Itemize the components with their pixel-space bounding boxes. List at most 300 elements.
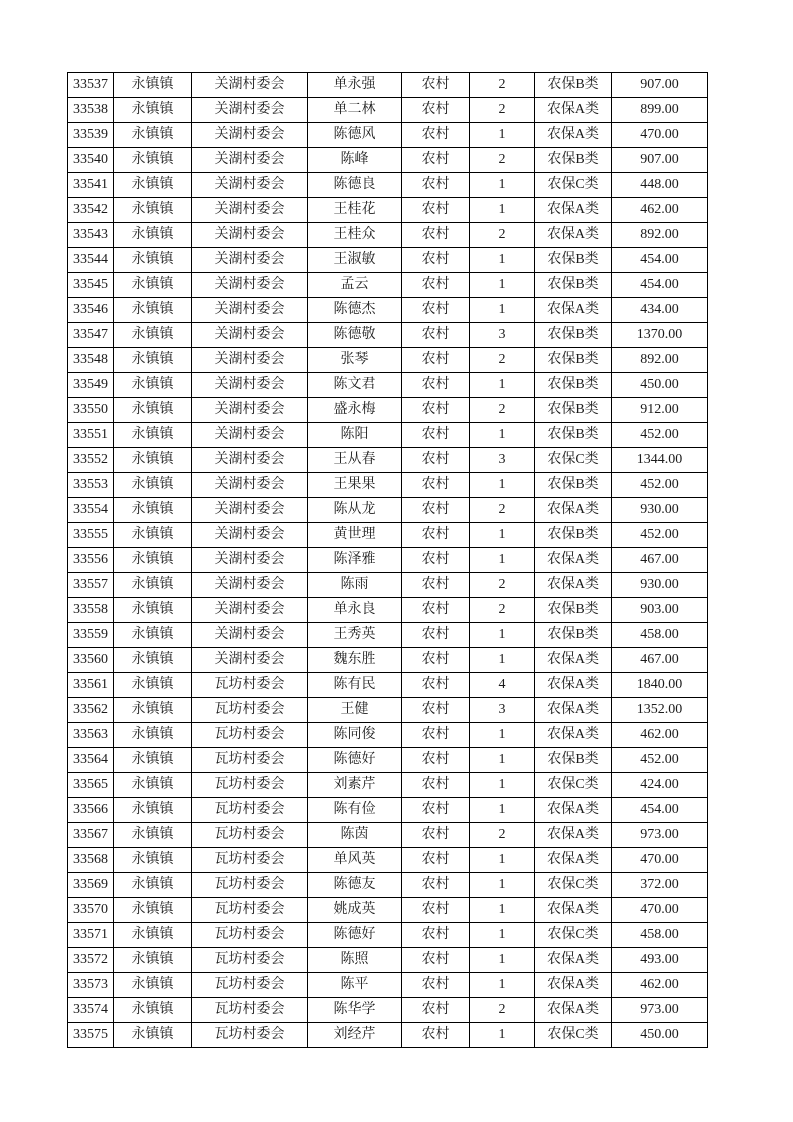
cell-id: 33570 bbox=[68, 898, 114, 923]
cell-town: 永镇镇 bbox=[114, 548, 192, 573]
cell-residence-type: 农村 bbox=[402, 898, 470, 923]
cell-residence-type: 农村 bbox=[402, 773, 470, 798]
cell-name: 王桂众 bbox=[308, 223, 402, 248]
cell-amount: 450.00 bbox=[612, 373, 708, 398]
cell-village: 瓦坊村委会 bbox=[192, 673, 308, 698]
table-row bbox=[68, 998, 708, 1023]
cell-insurance-category: 农保C类 bbox=[535, 448, 612, 473]
cell-name: 陈德杰 bbox=[308, 298, 402, 323]
cell-name: 陈照 bbox=[308, 948, 402, 973]
cell-town: 永镇镇 bbox=[114, 473, 192, 498]
cell-id: 33573 bbox=[68, 973, 114, 998]
cell-insurance-category: 农保B类 bbox=[535, 273, 612, 298]
table-row bbox=[68, 973, 708, 998]
cell-town: 永镇镇 bbox=[114, 198, 192, 223]
cell-insurance-category: 农保B类 bbox=[535, 398, 612, 423]
cell-town: 永镇镇 bbox=[114, 673, 192, 698]
cell-village: 关湖村委会 bbox=[192, 323, 308, 348]
cell-residence-type: 农村 bbox=[402, 948, 470, 973]
table-row bbox=[68, 623, 708, 648]
cell-village: 瓦坊村委会 bbox=[192, 773, 308, 798]
cell-residence-type: 农村 bbox=[402, 848, 470, 873]
cell-town: 永镇镇 bbox=[114, 273, 192, 298]
cell-person-count: 1 bbox=[470, 648, 535, 673]
cell-amount: 470.00 bbox=[612, 123, 708, 148]
cell-person-count: 1 bbox=[470, 423, 535, 448]
cell-village: 关湖村委会 bbox=[192, 248, 308, 273]
cell-insurance-category: 农保A类 bbox=[535, 798, 612, 823]
cell-village: 关湖村委会 bbox=[192, 173, 308, 198]
cell-insurance-category: 农保A类 bbox=[535, 948, 612, 973]
cell-person-count: 2 bbox=[470, 573, 535, 598]
cell-town: 永镇镇 bbox=[114, 323, 192, 348]
cell-amount: 424.00 bbox=[612, 773, 708, 798]
cell-village: 关湖村委会 bbox=[192, 373, 308, 398]
cell-amount: 892.00 bbox=[612, 223, 708, 248]
cell-person-count: 1 bbox=[470, 248, 535, 273]
cell-id: 33557 bbox=[68, 573, 114, 598]
cell-village: 瓦坊村委会 bbox=[192, 998, 308, 1023]
cell-name: 陈德良 bbox=[308, 173, 402, 198]
cell-residence-type: 农村 bbox=[402, 1023, 470, 1048]
cell-residence-type: 农村 bbox=[402, 748, 470, 773]
table-row bbox=[68, 298, 708, 323]
cell-person-count: 1 bbox=[470, 973, 535, 998]
cell-id: 33554 bbox=[68, 498, 114, 523]
cell-id: 33562 bbox=[68, 698, 114, 723]
cell-id: 33558 bbox=[68, 598, 114, 623]
cell-id: 33550 bbox=[68, 398, 114, 423]
cell-id: 33541 bbox=[68, 173, 114, 198]
cell-town: 永镇镇 bbox=[114, 998, 192, 1023]
cell-insurance-category: 农保A类 bbox=[535, 973, 612, 998]
cell-amount: 450.00 bbox=[612, 1023, 708, 1048]
cell-person-count: 1 bbox=[470, 948, 535, 973]
cell-residence-type: 农村 bbox=[402, 498, 470, 523]
table-row bbox=[68, 773, 708, 798]
cell-name: 陈德好 bbox=[308, 923, 402, 948]
cell-id: 33564 bbox=[68, 748, 114, 773]
cell-village: 瓦坊村委会 bbox=[192, 948, 308, 973]
cell-amount: 907.00 bbox=[612, 148, 708, 173]
table-row bbox=[68, 798, 708, 823]
cell-village: 关湖村委会 bbox=[192, 523, 308, 548]
cell-residence-type: 农村 bbox=[402, 248, 470, 273]
cell-residence-type: 农村 bbox=[402, 973, 470, 998]
table-row bbox=[68, 548, 708, 573]
cell-residence-type: 农村 bbox=[402, 148, 470, 173]
cell-name: 盛永梅 bbox=[308, 398, 402, 423]
cell-village: 关湖村委会 bbox=[192, 223, 308, 248]
table-body bbox=[68, 73, 708, 1048]
table-row bbox=[68, 673, 708, 698]
cell-person-count: 1 bbox=[470, 873, 535, 898]
cell-village: 关湖村委会 bbox=[192, 473, 308, 498]
cell-residence-type: 农村 bbox=[402, 373, 470, 398]
cell-person-count: 1 bbox=[470, 923, 535, 948]
cell-person-count: 1 bbox=[470, 373, 535, 398]
cell-amount: 1344.00 bbox=[612, 448, 708, 473]
table-row bbox=[68, 98, 708, 123]
cell-residence-type: 农村 bbox=[402, 398, 470, 423]
cell-insurance-category: 农保A类 bbox=[535, 898, 612, 923]
cell-village: 关湖村委会 bbox=[192, 598, 308, 623]
cell-town: 永镇镇 bbox=[114, 773, 192, 798]
cell-name: 王从春 bbox=[308, 448, 402, 473]
cell-person-count: 1 bbox=[470, 123, 535, 148]
cell-person-count: 3 bbox=[470, 698, 535, 723]
cell-residence-type: 农村 bbox=[402, 73, 470, 98]
cell-id: 33556 bbox=[68, 548, 114, 573]
cell-name: 陈德敬 bbox=[308, 323, 402, 348]
cell-person-count: 2 bbox=[470, 98, 535, 123]
cell-name: 王桂花 bbox=[308, 198, 402, 223]
cell-id: 33567 bbox=[68, 823, 114, 848]
cell-residence-type: 农村 bbox=[402, 873, 470, 898]
cell-name: 单永强 bbox=[308, 73, 402, 98]
cell-id: 33540 bbox=[68, 148, 114, 173]
cell-person-count: 1 bbox=[470, 273, 535, 298]
cell-name: 陈泽雅 bbox=[308, 548, 402, 573]
cell-id: 33542 bbox=[68, 198, 114, 223]
cell-id: 33537 bbox=[68, 73, 114, 98]
cell-insurance-category: 农保A类 bbox=[535, 298, 612, 323]
cell-insurance-category: 农保B类 bbox=[535, 473, 612, 498]
cell-id: 33563 bbox=[68, 723, 114, 748]
cell-village: 关湖村委会 bbox=[192, 623, 308, 648]
cell-village: 瓦坊村委会 bbox=[192, 1023, 308, 1048]
cell-village: 关湖村委会 bbox=[192, 648, 308, 673]
cell-town: 永镇镇 bbox=[114, 173, 192, 198]
table-row bbox=[68, 1023, 708, 1048]
cell-village: 瓦坊村委会 bbox=[192, 698, 308, 723]
cell-insurance-category: 农保A类 bbox=[535, 648, 612, 673]
cell-insurance-category: 农保A类 bbox=[535, 673, 612, 698]
cell-name: 王淑敏 bbox=[308, 248, 402, 273]
table-row bbox=[68, 598, 708, 623]
cell-insurance-category: 农保B类 bbox=[535, 323, 612, 348]
cell-id: 33566 bbox=[68, 798, 114, 823]
cell-name: 张琴 bbox=[308, 348, 402, 373]
table-row bbox=[68, 498, 708, 523]
cell-residence-type: 农村 bbox=[402, 323, 470, 348]
cell-person-count: 2 bbox=[470, 398, 535, 423]
cell-id: 33553 bbox=[68, 473, 114, 498]
cell-village: 关湖村委会 bbox=[192, 548, 308, 573]
cell-residence-type: 农村 bbox=[402, 448, 470, 473]
cell-village: 瓦坊村委会 bbox=[192, 898, 308, 923]
cell-town: 永镇镇 bbox=[114, 948, 192, 973]
cell-name: 单二林 bbox=[308, 98, 402, 123]
cell-village: 关湖村委会 bbox=[192, 298, 308, 323]
cell-town: 永镇镇 bbox=[114, 523, 192, 548]
cell-village: 关湖村委会 bbox=[192, 573, 308, 598]
cell-insurance-category: 农保B类 bbox=[535, 373, 612, 398]
cell-person-count: 1 bbox=[470, 523, 535, 548]
table-row bbox=[68, 398, 708, 423]
cell-residence-type: 农村 bbox=[402, 123, 470, 148]
cell-id: 33565 bbox=[68, 773, 114, 798]
cell-id: 33545 bbox=[68, 273, 114, 298]
table-row bbox=[68, 148, 708, 173]
cell-insurance-category: 农保B类 bbox=[535, 748, 612, 773]
cell-insurance-category: 农保A类 bbox=[535, 573, 612, 598]
cell-village: 关湖村委会 bbox=[192, 273, 308, 298]
table-row bbox=[68, 648, 708, 673]
cell-amount: 454.00 bbox=[612, 273, 708, 298]
cell-amount: 462.00 bbox=[612, 723, 708, 748]
cell-residence-type: 农村 bbox=[402, 598, 470, 623]
cell-insurance-category: 农保C类 bbox=[535, 923, 612, 948]
cell-person-count: 2 bbox=[470, 823, 535, 848]
cell-id: 33555 bbox=[68, 523, 114, 548]
cell-town: 永镇镇 bbox=[114, 873, 192, 898]
cell-town: 永镇镇 bbox=[114, 598, 192, 623]
cell-insurance-category: 农保C类 bbox=[535, 873, 612, 898]
cell-residence-type: 农村 bbox=[402, 998, 470, 1023]
cell-name: 陈华学 bbox=[308, 998, 402, 1023]
cell-id: 33547 bbox=[68, 323, 114, 348]
cell-person-count: 2 bbox=[470, 998, 535, 1023]
cell-town: 永镇镇 bbox=[114, 248, 192, 273]
cell-person-count: 1 bbox=[470, 548, 535, 573]
table-row bbox=[68, 923, 708, 948]
cell-name: 黄世理 bbox=[308, 523, 402, 548]
cell-town: 永镇镇 bbox=[114, 123, 192, 148]
cell-amount: 458.00 bbox=[612, 623, 708, 648]
cell-person-count: 1 bbox=[470, 723, 535, 748]
cell-residence-type: 农村 bbox=[402, 223, 470, 248]
cell-town: 永镇镇 bbox=[114, 748, 192, 773]
cell-name: 姚成英 bbox=[308, 898, 402, 923]
table-row bbox=[68, 723, 708, 748]
cell-insurance-category: 农保A类 bbox=[535, 498, 612, 523]
cell-name: 陈德友 bbox=[308, 873, 402, 898]
cell-name: 王健 bbox=[308, 698, 402, 723]
cell-person-count: 1 bbox=[470, 473, 535, 498]
cell-town: 永镇镇 bbox=[114, 973, 192, 998]
cell-id: 33574 bbox=[68, 998, 114, 1023]
cell-amount: 434.00 bbox=[612, 298, 708, 323]
cell-town: 永镇镇 bbox=[114, 148, 192, 173]
cell-amount: 912.00 bbox=[612, 398, 708, 423]
cell-amount: 448.00 bbox=[612, 173, 708, 198]
cell-village: 关湖村委会 bbox=[192, 73, 308, 98]
cell-name: 陈有民 bbox=[308, 673, 402, 698]
cell-town: 永镇镇 bbox=[114, 98, 192, 123]
cell-name: 陈峰 bbox=[308, 148, 402, 173]
cell-town: 永镇镇 bbox=[114, 298, 192, 323]
cell-village: 瓦坊村委会 bbox=[192, 748, 308, 773]
cell-residence-type: 农村 bbox=[402, 298, 470, 323]
cell-person-count: 2 bbox=[470, 223, 535, 248]
cell-amount: 903.00 bbox=[612, 598, 708, 623]
cell-name: 王果果 bbox=[308, 473, 402, 498]
cell-village: 关湖村委会 bbox=[192, 148, 308, 173]
table-row bbox=[68, 473, 708, 498]
cell-village: 关湖村委会 bbox=[192, 448, 308, 473]
cell-town: 永镇镇 bbox=[114, 498, 192, 523]
cell-town: 永镇镇 bbox=[114, 73, 192, 98]
table-row bbox=[68, 898, 708, 923]
cell-amount: 892.00 bbox=[612, 348, 708, 373]
cell-amount: 973.00 bbox=[612, 998, 708, 1023]
cell-amount: 1352.00 bbox=[612, 698, 708, 723]
cell-name: 陈文君 bbox=[308, 373, 402, 398]
table-row bbox=[68, 948, 708, 973]
cell-town: 永镇镇 bbox=[114, 848, 192, 873]
cell-residence-type: 农村 bbox=[402, 198, 470, 223]
cell-village: 瓦坊村委会 bbox=[192, 873, 308, 898]
table-row bbox=[68, 873, 708, 898]
cell-amount: 470.00 bbox=[612, 898, 708, 923]
cell-village: 关湖村委会 bbox=[192, 348, 308, 373]
cell-person-count: 2 bbox=[470, 598, 535, 623]
cell-town: 永镇镇 bbox=[114, 648, 192, 673]
cell-name: 陈茵 bbox=[308, 823, 402, 848]
cell-name: 孟云 bbox=[308, 273, 402, 298]
cell-name: 王秀英 bbox=[308, 623, 402, 648]
cell-amount: 930.00 bbox=[612, 573, 708, 598]
cell-person-count: 2 bbox=[470, 73, 535, 98]
cell-amount: 452.00 bbox=[612, 423, 708, 448]
cell-name: 单风英 bbox=[308, 848, 402, 873]
cell-amount: 1370.00 bbox=[612, 323, 708, 348]
table-row bbox=[68, 273, 708, 298]
cell-town: 永镇镇 bbox=[114, 373, 192, 398]
cell-person-count: 4 bbox=[470, 673, 535, 698]
cell-id: 33539 bbox=[68, 123, 114, 148]
cell-insurance-category: 农保A类 bbox=[535, 723, 612, 748]
cell-insurance-category: 农保C类 bbox=[535, 773, 612, 798]
cell-id: 33572 bbox=[68, 948, 114, 973]
table-row bbox=[68, 423, 708, 448]
cell-id: 33575 bbox=[68, 1023, 114, 1048]
cell-town: 永镇镇 bbox=[114, 623, 192, 648]
cell-name: 陈阳 bbox=[308, 423, 402, 448]
cell-village: 关湖村委会 bbox=[192, 198, 308, 223]
cell-residence-type: 农村 bbox=[402, 623, 470, 648]
cell-insurance-category: 农保A类 bbox=[535, 198, 612, 223]
cell-amount: 493.00 bbox=[612, 948, 708, 973]
cell-id: 33544 bbox=[68, 248, 114, 273]
cell-person-count: 3 bbox=[470, 323, 535, 348]
cell-village: 关湖村委会 bbox=[192, 98, 308, 123]
cell-name: 单永良 bbox=[308, 598, 402, 623]
cell-id: 33552 bbox=[68, 448, 114, 473]
cell-residence-type: 农村 bbox=[402, 698, 470, 723]
cell-id: 33549 bbox=[68, 373, 114, 398]
cell-insurance-category: 农保A类 bbox=[535, 98, 612, 123]
cell-insurance-category: 农保A类 bbox=[535, 698, 612, 723]
cell-amount: 454.00 bbox=[612, 798, 708, 823]
cell-insurance-category: 农保A类 bbox=[535, 823, 612, 848]
cell-insurance-category: 农保B类 bbox=[535, 148, 612, 173]
cell-name: 陈平 bbox=[308, 973, 402, 998]
cell-village: 瓦坊村委会 bbox=[192, 923, 308, 948]
cell-id: 33569 bbox=[68, 873, 114, 898]
cell-amount: 452.00 bbox=[612, 748, 708, 773]
cell-residence-type: 农村 bbox=[402, 723, 470, 748]
cell-person-count: 1 bbox=[470, 198, 535, 223]
cell-person-count: 1 bbox=[470, 773, 535, 798]
cell-residence-type: 农村 bbox=[402, 273, 470, 298]
cell-id: 33568 bbox=[68, 848, 114, 873]
cell-name: 陈德好 bbox=[308, 748, 402, 773]
cell-person-count: 1 bbox=[470, 848, 535, 873]
cell-insurance-category: 农保B类 bbox=[535, 523, 612, 548]
cell-town: 永镇镇 bbox=[114, 723, 192, 748]
table-row bbox=[68, 248, 708, 273]
cell-person-count: 2 bbox=[470, 348, 535, 373]
cell-id: 33561 bbox=[68, 673, 114, 698]
cell-amount: 467.00 bbox=[612, 648, 708, 673]
cell-town: 永镇镇 bbox=[114, 348, 192, 373]
cell-residence-type: 农村 bbox=[402, 473, 470, 498]
cell-residence-type: 农村 bbox=[402, 648, 470, 673]
table-row bbox=[68, 573, 708, 598]
cell-town: 永镇镇 bbox=[114, 423, 192, 448]
cell-amount: 1840.00 bbox=[612, 673, 708, 698]
cell-id: 33560 bbox=[68, 648, 114, 673]
cell-town: 永镇镇 bbox=[114, 923, 192, 948]
cell-person-count: 1 bbox=[470, 898, 535, 923]
cell-name: 陈雨 bbox=[308, 573, 402, 598]
table-row bbox=[68, 848, 708, 873]
cell-insurance-category: 农保B类 bbox=[535, 598, 612, 623]
cell-insurance-category: 农保B类 bbox=[535, 623, 612, 648]
cell-insurance-category: 农保A类 bbox=[535, 123, 612, 148]
cell-person-count: 1 bbox=[470, 173, 535, 198]
table-row bbox=[68, 123, 708, 148]
table-row bbox=[68, 748, 708, 773]
cell-residence-type: 农村 bbox=[402, 673, 470, 698]
cell-insurance-category: 农保A类 bbox=[535, 848, 612, 873]
cell-insurance-category: 农保B类 bbox=[535, 248, 612, 273]
cell-town: 永镇镇 bbox=[114, 448, 192, 473]
cell-amount: 462.00 bbox=[612, 973, 708, 998]
cell-residence-type: 农村 bbox=[402, 798, 470, 823]
cell-town: 永镇镇 bbox=[114, 698, 192, 723]
cell-town: 永镇镇 bbox=[114, 798, 192, 823]
cell-town: 永镇镇 bbox=[114, 1023, 192, 1048]
cell-town: 永镇镇 bbox=[114, 398, 192, 423]
table-row bbox=[68, 823, 708, 848]
cell-residence-type: 农村 bbox=[402, 923, 470, 948]
cell-id: 33538 bbox=[68, 98, 114, 123]
cell-id: 33546 bbox=[68, 298, 114, 323]
cell-insurance-category: 农保A类 bbox=[535, 998, 612, 1023]
cell-amount: 973.00 bbox=[612, 823, 708, 848]
cell-name: 陈德风 bbox=[308, 123, 402, 148]
cell-insurance-category: 农保B类 bbox=[535, 423, 612, 448]
cell-residence-type: 农村 bbox=[402, 348, 470, 373]
cell-village: 瓦坊村委会 bbox=[192, 848, 308, 873]
cell-village: 瓦坊村委会 bbox=[192, 823, 308, 848]
table-row bbox=[68, 348, 708, 373]
cell-amount: 372.00 bbox=[612, 873, 708, 898]
cell-residence-type: 农村 bbox=[402, 523, 470, 548]
cell-name: 陈有俭 bbox=[308, 798, 402, 823]
cell-village: 关湖村委会 bbox=[192, 423, 308, 448]
cell-amount: 452.00 bbox=[612, 523, 708, 548]
cell-residence-type: 农村 bbox=[402, 573, 470, 598]
cell-insurance-category: 农保A类 bbox=[535, 223, 612, 248]
cell-amount: 467.00 bbox=[612, 548, 708, 573]
cell-village: 瓦坊村委会 bbox=[192, 723, 308, 748]
cell-id: 33551 bbox=[68, 423, 114, 448]
cell-village: 关湖村委会 bbox=[192, 498, 308, 523]
